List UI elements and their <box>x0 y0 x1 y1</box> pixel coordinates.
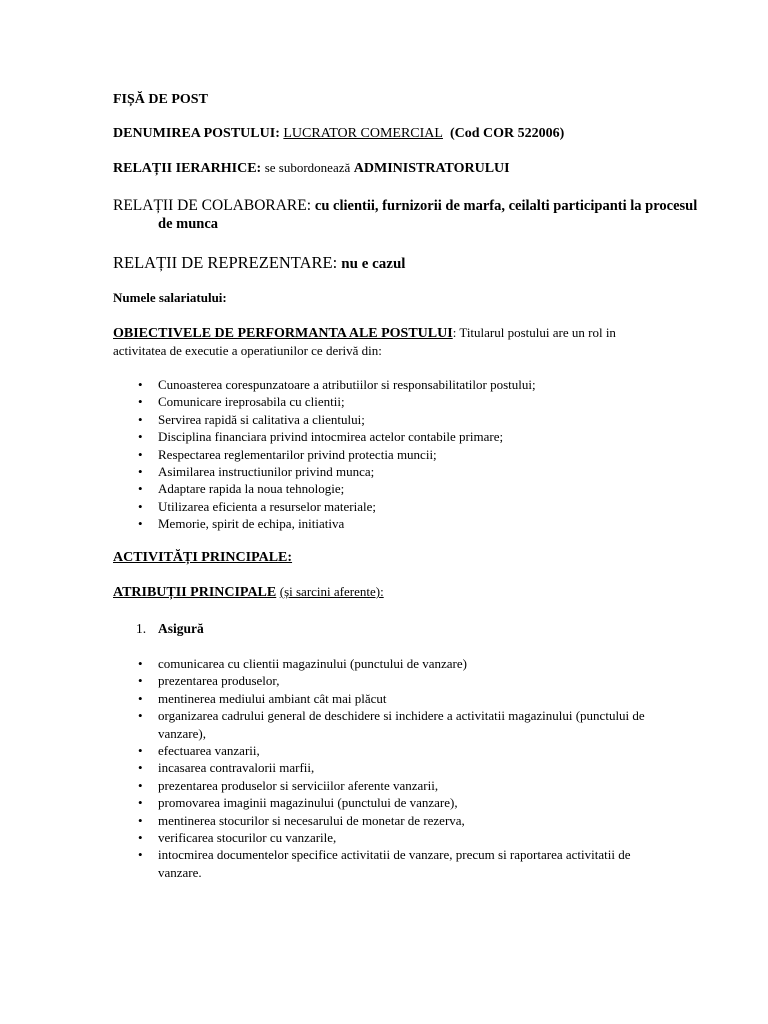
list-item: • comunicarea cu clientii magazinului (punctului de vanzare) <box>113 655 653 672</box>
list-item: • Asimilarea instructiunilor privind munca; <box>113 463 653 480</box>
main-duties-label: ATRIBUȚII PRINCIPALE <box>113 585 277 600</box>
list-item: • Comunicare ireprosabila cu clientii; <box>113 393 653 410</box>
list-item: • Respectarea reglementarilor privind protectia muncii; <box>113 446 653 463</box>
list-item: • mentinerea mediului ambiant cât mai plăcut <box>113 690 653 707</box>
hierarchy-value: ADMINISTRATORULUI <box>353 161 510 176</box>
document-title: FIȘĂ DE POST <box>113 92 208 107</box>
list-item: • prezentarea produselor si serviciilor aferente vanzarii, <box>113 777 653 794</box>
hierarchy-label: RELAȚII IERARHICE: <box>113 161 262 176</box>
collaboration-label: RELAȚII DE COLABORARE: <box>113 197 312 214</box>
main-activities-heading: ACTIVITĂȚI PRINCIPALE: <box>113 550 293 565</box>
section-1-index: 1. <box>136 621 147 636</box>
list-item: • verificarea stocurilor cu vanzarile, <box>113 829 653 846</box>
post-name-line <box>113 125 564 142</box>
main-duties-heading <box>113 584 384 601</box>
section-1-title <box>113 620 204 637</box>
post-name-label: DENUMIREA POSTULUI: <box>113 126 280 141</box>
objectives-list <box>113 376 653 533</box>
employee-name-label: Numele salariatului: <box>113 290 227 305</box>
section-list <box>113 620 204 637</box>
post-name-value: LUCRATOR COMERCIAL <box>283 126 443 141</box>
representation-value: nu e cazul <box>341 256 406 272</box>
objectives-paragraph <box>113 324 653 359</box>
objectives-text: : Titularul postului are un rol in activitatea de executie a operatiunilor ce derivă din: <box>113 325 616 358</box>
list-item: • Adaptare rapida la noua tehnologie; <box>113 480 653 497</box>
list-item: • promovarea imaginii magazinului (punctului de vanzare), <box>113 794 653 811</box>
list-item: • organizarea cadrului general de deschidere si inchidere a activitatii magazinului (punctului de vanzare), <box>113 707 653 742</box>
objectives-label: OBIECTIVELE DE PERFORMANTA ALE POSTULUI <box>113 326 453 341</box>
post-code: (Cod COR 522006) <box>449 126 565 141</box>
list-item: • Utilizarea eficienta a resurselor materiale; <box>113 498 653 515</box>
list-item: • incasarea contravalorii marfii, <box>113 759 653 776</box>
list-item: • Servirea rapidă si calitativa a clientului; <box>113 411 653 428</box>
list-item: • intocmirea documentelor specifice activitatii de vanzare, precum si raportarea activitatii de vanzare. <box>113 846 653 881</box>
representation-label: RELAȚII DE REPREZENTARE: <box>113 253 338 272</box>
hierarchy-line <box>113 160 510 177</box>
list-item: • Disciplina financiara privind intocmirea actelor contabile primare; <box>113 428 653 445</box>
list-item: • efectuarea vanzarii, <box>113 742 653 759</box>
list-item: • prezentarea produselor, <box>113 672 653 689</box>
collaboration-line <box>113 197 698 233</box>
section-1-items <box>113 655 653 881</box>
hierarchy-prefix: se subordonează <box>264 160 351 175</box>
section-1-label: Asigură <box>158 621 204 636</box>
list-item: • mentinerea stocurilor si necesarului de monetar de rezerva, <box>113 812 653 829</box>
list-item: • Memorie, spirit de echipa, initiativa <box>113 515 653 532</box>
representation-line <box>113 253 405 274</box>
collaboration-value: cu clientii, furnizorii de marfa, ceilalti participanti la procesul de munca <box>158 198 698 232</box>
main-duties-suffix: (și sarcini aferente): <box>279 584 384 599</box>
list-item: • Cunoasterea corespunzatoare a atributiilor si responsabilitatilor postului; <box>113 376 653 393</box>
